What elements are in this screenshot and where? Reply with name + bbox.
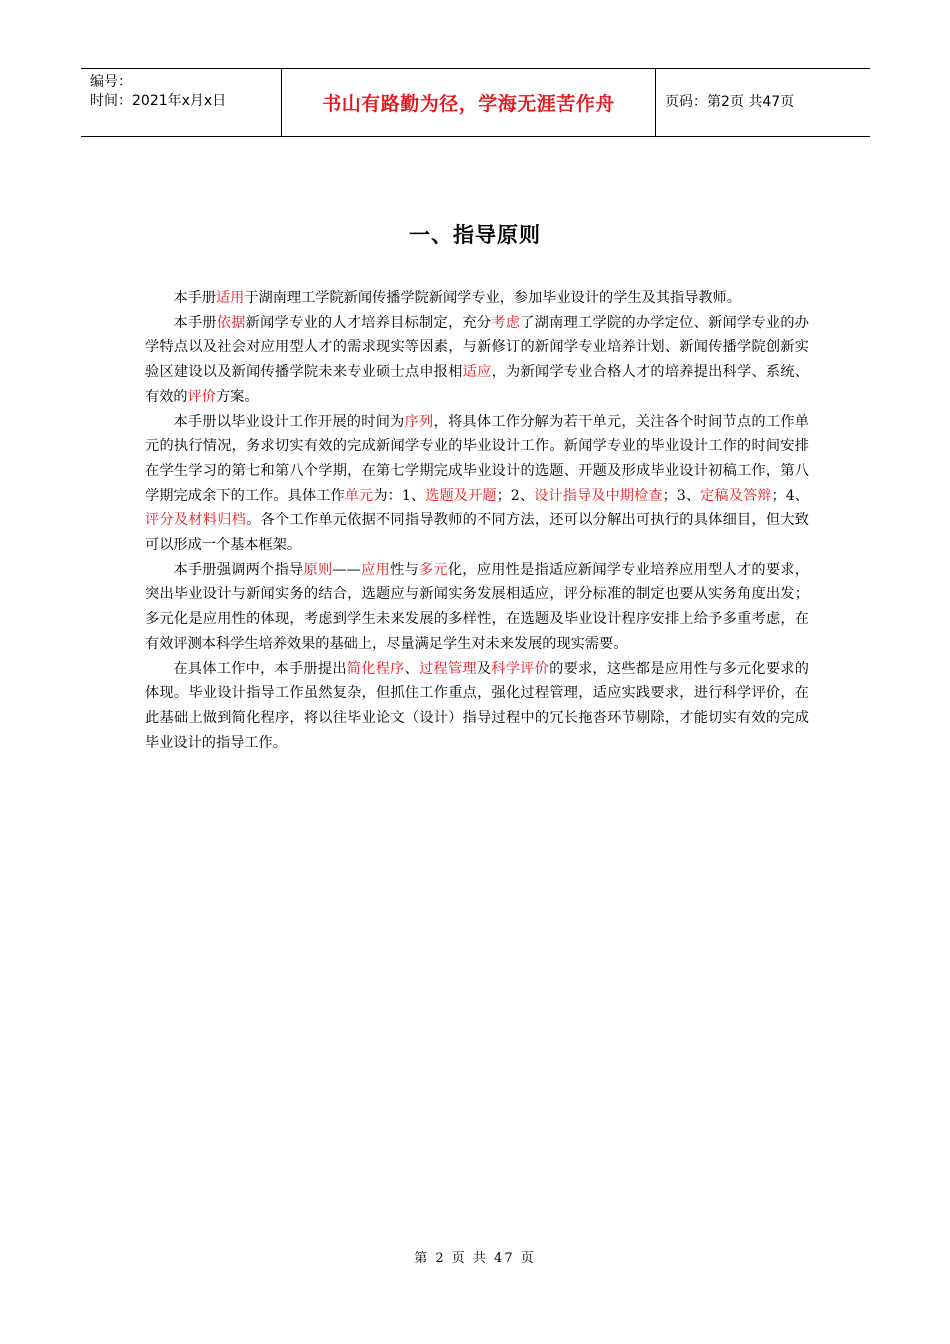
text-segment: ，将具体工作分解为若干单元，关注各个时间节点的工作单元的执行情况，务求切实有效的完成新闻学专业的毕业设计工作。新闻学专业的毕业设计工作的时间安排在学生学习的第七和第八个学期，在第七学期完成毕业设计的选题、开题及形成毕业设计初稿工作，第八学期完成余下的工作。具体工作 <box>145 413 809 504</box>
highlighted-term: 定稿及答辩 <box>700 487 772 504</box>
page-footer: 第 2 页 共 47 页 <box>414 1251 536 1266</box>
text-segment: 本手册 <box>173 314 217 331</box>
highlighted-term: 单元 <box>344 487 374 504</box>
highlighted-term: 适应 <box>462 364 492 381</box>
document-number-label: 编号： <box>90 74 132 90</box>
text-segment: 于湖南理工学院新闻传播学院新闻学专业，参加毕业设计的学生及其指导教师。 <box>244 290 741 306</box>
highlighted-term: 科学评价 <box>491 660 550 677</box>
paragraph <box>145 286 809 311</box>
text-segment: 。各个工作单元依据不同指导教师的不同方法，还可以分解出可执行的具体细目，但大致可以形成一个基本框架。 <box>145 512 809 554</box>
text-segment: 本手册强调两个指导 <box>173 561 304 578</box>
text-segment: 本手册以毕业设计工作开展的时间为 <box>173 413 405 430</box>
header-page-cell <box>656 69 870 136</box>
document-date-label: 时间：2021年x月x日 <box>90 93 227 109</box>
highlighted-term: 适用 <box>215 290 245 306</box>
paragraph <box>145 311 809 410</box>
highlighted-term: 依据 <box>216 314 246 331</box>
text-segment: 新闻学专业的人才培养目标制定，充分 <box>245 314 492 331</box>
body-text <box>145 286 809 755</box>
text-segment: 了湖南理工学院的办学定位、新闻学专业的办学特点以及社会对应用型人才的需求现实等因素，与新修订的新闻学专业培养计划、新闻传播学院创新实验区建设以及新闻传播学院未来专业硕士点申报相 <box>145 314 809 381</box>
text-segment: 及 <box>476 660 492 677</box>
header-meta-cell <box>81 69 281 136</box>
text-segment: ；2、 <box>496 487 535 504</box>
highlighted-term: 简化程序 <box>346 660 405 677</box>
text-segment: ；3、 <box>662 487 701 504</box>
header-motto-cell <box>281 69 656 136</box>
highlighted-term: 应用 <box>360 561 390 578</box>
header-motto: 书山有路勤为径，学海无涯苦作舟 <box>322 93 615 115</box>
text-segment: 本手册 <box>173 290 216 306</box>
section-title: 一、指导原则 <box>409 223 541 247</box>
highlighted-term: 序列 <box>404 413 434 430</box>
text-segment: 性与 <box>389 561 419 578</box>
text-segment: 化，应用性是指适应新闻学专业培养应用型人才的要求，突出毕业设计与新闻实务的结合，选题应与新闻实务发展相适应，评分标准的制定也要从实务角度出发；多元化是应用性的体现，考虑到学生未来发展的多样性，在选题及毕业设计程序安排上给予多重考虑，在有效评测本科学生培养效果的基础上，尽量满足学生对未来发展的现实需要。 <box>145 561 809 652</box>
text-segment: 的要求，这些都是应用性与多元化要求的体现。毕业设计指导工作虽然复杂，但抓住工作重点，强化过程管理，适应实践要求，进行科学评价，在此基础上做到简化程序，将以往毕业论文（设计）指导过程中的冗长拖沓环节剔除，才能切实有效的完成毕业设计的指导工作。 <box>145 660 809 751</box>
text-segment: 为：1、 <box>373 487 426 504</box>
text-segment: 在具体工作中，本手册提出 <box>173 660 347 677</box>
highlighted-term: 选题及开题 <box>425 487 497 504</box>
paragraph <box>145 558 809 657</box>
text-segment: 、 <box>404 660 420 677</box>
highlighted-term: 设计指导及中期检查 <box>534 487 663 504</box>
highlighted-term: 评价 <box>187 388 216 405</box>
highlighted-term: 考虑 <box>491 314 521 331</box>
highlighted-term: 过程管理 <box>419 660 477 677</box>
text-segment: ；4、 <box>771 487 809 504</box>
text-segment: ，为新闻学专业合格人才的培养提出科学、系统、有效的 <box>145 364 809 405</box>
text-segment: 方案。 <box>215 388 259 405</box>
highlighted-term: 多元 <box>418 561 448 578</box>
header-page-info: 页码：第2页 共47页 <box>665 94 795 110</box>
paragraph <box>145 410 809 558</box>
highlighted-term: 原则 <box>303 561 333 578</box>
paragraph <box>145 657 809 756</box>
page-header <box>81 68 870 137</box>
highlighted-term: 评分及材料归档 <box>145 512 247 529</box>
text-segment: —— <box>332 561 361 578</box>
